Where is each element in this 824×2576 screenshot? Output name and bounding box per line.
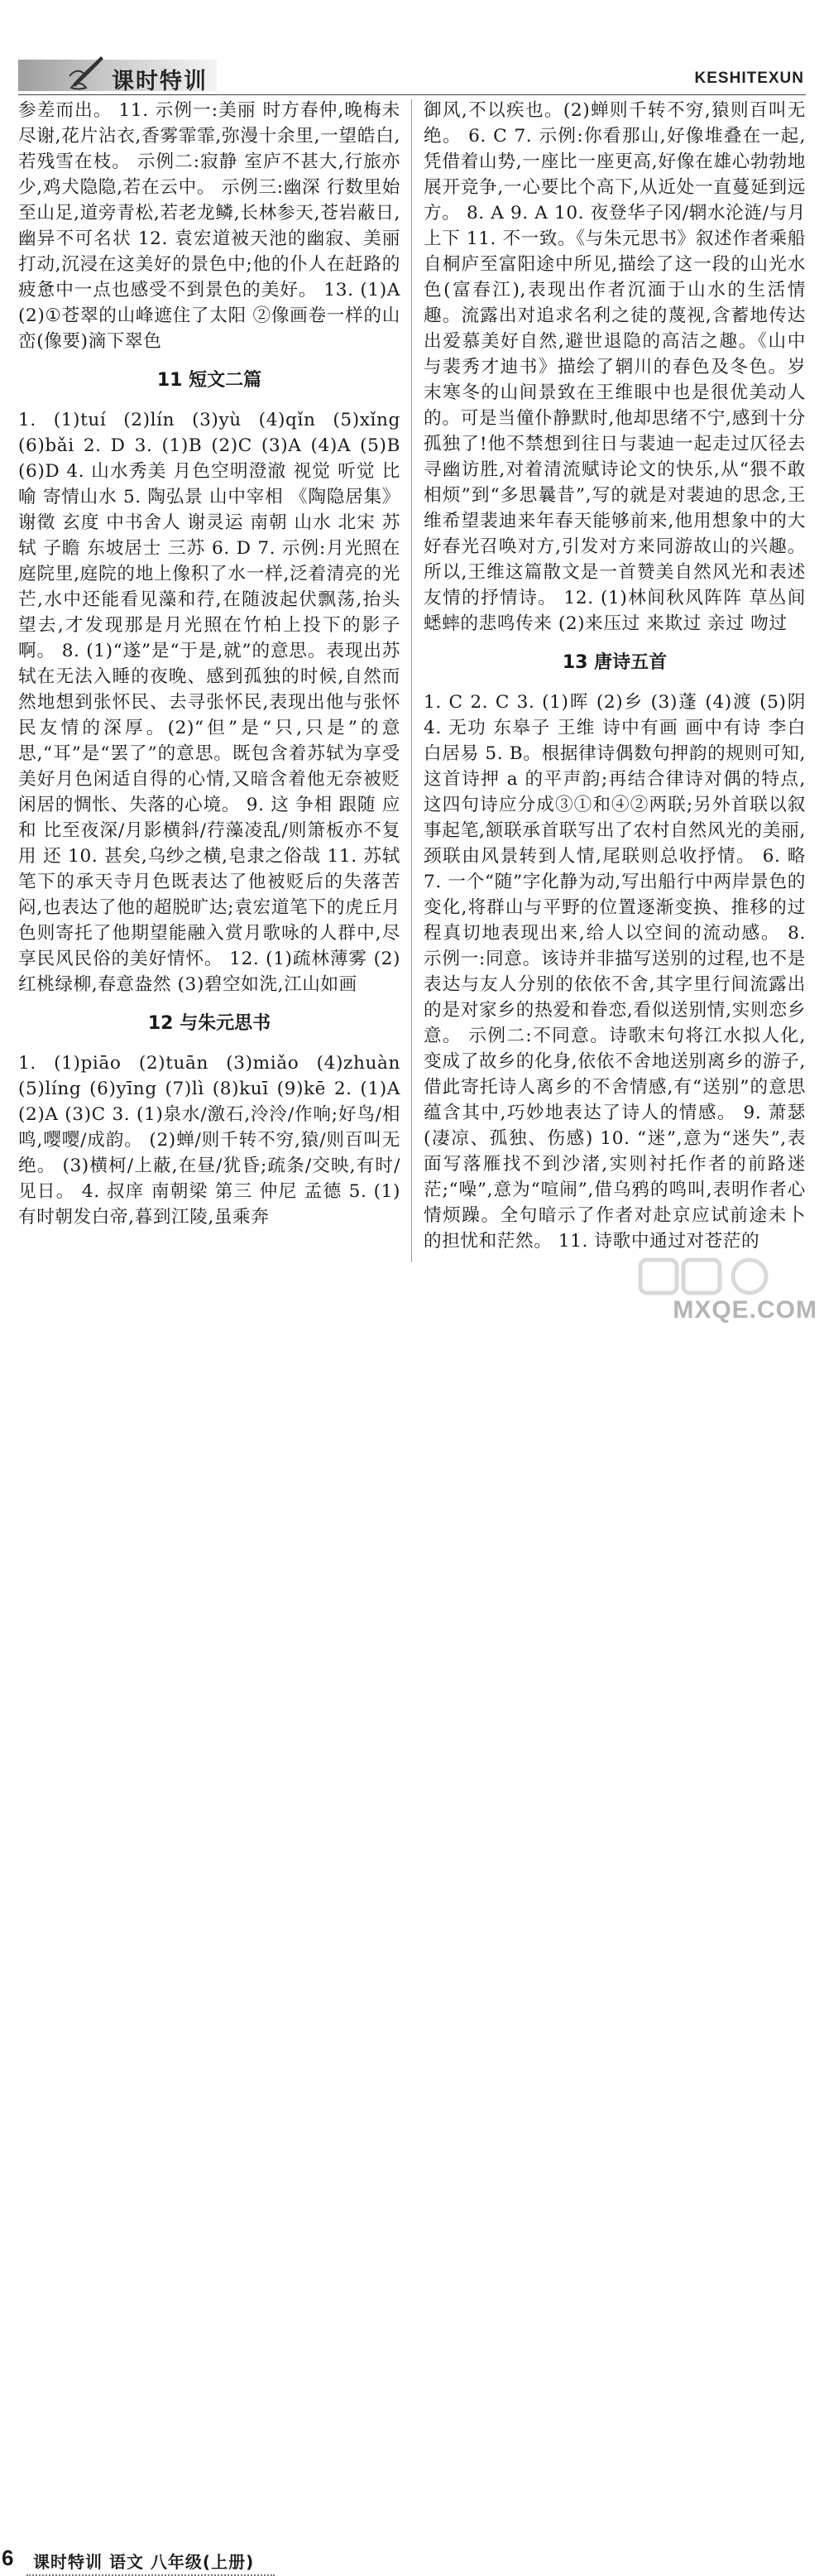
answer-paragraph: 御风,不以疾也。(2)蝉则千转不穷,猿则百叫无绝。 6. C 7. 示例:你看那山,好像堆叠在一起,凭借着山势,一座比一座更高,好像在雄心勃勃地展开竞争,一心要比个高下,从近处一直蔓延到远方。 8. A 9. A 10. 夜登华子冈/辋水沦涟/与月上下 11. 不一致。《与朱元思书》叙述作者乘船自桐庐至富阳途中所见,描绘了这一段的山光水色(富春江),表现出作者沉湎于山水的生活情趣。流露出对追求名利之徒的蔑视,含蓄地传达出爱慕美好自然,避世退隐的高洁之趣。《山中与裴秀才迪书》描绘了辋川的春色及冬色。岁末寒冬的山间景致在王维眼中也是很优美动人的。可是当僮仆静默时,他却思绪不宁,感到十分孤独了!他不禁想到往日与裴迪一起走过仄径去寻幽访胜,对着清流赋诗论文的快乐,从“猥不敢相烦”到“多思曩昔”,写的就是对裴迪的思念,王维希望裴迪来年春天能够前来,他用想象中的大好春光召唤对方,引发对方来同游故山的兴趣。所以,王维这篇散文是一首赞美自然风光和表述友情的抒情诗。 12. (1)林间秋风阵阵 草丛间蟋蟀的悲鸣传来 (2)来压过 来欺过 亲过 吻过 (424, 100, 806, 634)
right-column (424, 98, 812, 1265)
answer-paragraph: 参差而出。 11. 示例一:美丽 时方春仲,晚梅未尽谢,花片沾衣,香雾霏霏,弥漫十余里,一望皓白,若残雪在枝。 示例二:寂静 室庐不甚大,行旅亦少,鸡犬隐隐,若在云中。 示例三:幽深 行数里始至山足,道旁青松,若老龙鳞,长林参天,苍岩蔽日,幽异不可名状 12. 袁宏道被天池的幽寂、美丽打动,沉浸在这美好的景色中;他的仆人在赶路的疲惫中一点也感受不到景色的美好。 13. (1)A (2)①苍翠的山峰遮住了太阳 ②像画卷一样的山峦(像要)滴下翠色 (18, 100, 407, 352)
header-right-label: KESHITEXUN (694, 70, 804, 87)
header-rule (18, 94, 806, 95)
header-title: 课时特训 (112, 69, 208, 94)
column-divider (411, 99, 412, 1262)
footer-book-title: 课时特训 语文 八年级(上册) (33, 2552, 255, 2572)
answer-paragraph: 1. C 2. C 3. (1)晖 (2)乡 (3)蓬 (4)渡 (5)阴 4. 无功 东皋子 王维 诗中有画 画中有诗 李白 白居易 5. B。根据律诗偶数句押韵的规则可知,这首诗押 a 的平声韵;再结合律诗对偶的特点,这四句诗应分成③①和④②两联;另外首联以叙事起笔,颔联承首联写出了农村自然风光的美丽,颈联由风景转到人情,尾联则总收抒情。 6. 略 7. 一个“随”字化静为动,写出船行中两岸景色的变化,将群山与平野的位置逐渐变换、推移的过程真切地表现出来,给人以空间的流动感。 8. 示例一:同意。该诗并非描写送别的过程,也不是表达与友人分别的依依不舍,其字里行间流露出的是对家乡的热爱和眷恋,看似送别情,实则恋乡意。 示例二:不同意。诗歌末句将江水拟人化,变成了故乡的化身,依依不舍地送别离乡的游子,借此寄托诗人离乡的不舍情感,有“送别”的意思蕴含其中,巧妙地表达了诗人的情感。 9. 萧瑟(凄凉、孤独、伤感) 10. “迷”,意为“迷失”,表面写落雁找不到沙渚,实则衬托作者的前路迷茫;“噪”,意为“喧闹”,借乌鸦的鸣叫,表明作者心情烦躁。全句暗示了作者对赴京应试前途未卜的担忧和茫然。 11. 诗歌中通过对苍茫的 (424, 692, 812, 1252)
answer-paragraph: 1. (1)tuí (2)lín (3)yù (4)qǐn (5)xǐng (6)bǎi 2. D 3. (1)B (2)C (3)A (4)A (5)B (6)D 4. 山水秀美 月色空明澄澈 视觉 听觉 比喻 寄情山水 5. 陶弘景 山中宰相 《陶隐居集》 谢徵 玄度 中书舍人 谢灵运 南朝 山水 北宋 苏轼 子瞻 东坡居士 三苏 6. D 7. 示例:月光照在庭院里,庭院的地上像积了水一样,泛着清亮的光芒,水中还能看见藻和荇,在随波起伏飘荡,抬头望去,才发现那是月光照在竹柏上投下的影子啊。 8. (1)“遂”是“于是,就”的意思。表现出苏轼在无法入睡的夜晚、感到孤独的时候,自然而然地想到张怀民、去寻张怀民,表现出他与张怀民友情的深厚。(2)“但”是“只,只是”的意思,“耳”是“罢了”的意思。既包含着苏轼为享受美好月色闲适自得的心情,又暗含着他无奈被贬闲居的惆怅、失落的心境。 9. 这 争相 跟随 应和 比至夜深/月影横斜/荇藻凌乱/则箫板亦不复用 还 10. 甚矣,乌纱之横,皂隶之俗哉 11. 苏轼笔下的承天寺月色既表达了他被贬后的失落苦闷,也表达了他的超脱旷达;袁宏道笔下的虎丘月色则寄托了他期望能融入赏月歌咏的人群中,尽享民风民俗的美好情怀。 12. (1)疏林薄雾 (2)红桃绿柳,春意盎然 (3)碧空如洗,江山如画 (18, 410, 407, 995)
watermark-text: MXQE.COM (673, 1296, 817, 1324)
section-heading: 12 与朱元思书 (147, 1013, 271, 1034)
answer-paragraph: 1. (1)piāo (2)tuān (3)miǎo (4)zhuàn (5)líng (6)yīng (7)lì (8)kuī (9)kē 2. (1)A (2)A (3)C 3. (1)泉水/激石,泠泠/作响;好鸟/相鸣,嘤嘤/成韵。 (2)蝉/则千转不穷,猿/则百叫无绝。 (3)横柯/上蔽,在昼/犹昏;疏条/交映,有时/见日。 4. 叔庠 南朝梁 第三 仲尼 孟德 5. (1)有时朝发白帝,暮到江陵,虽乘奔 (18, 1053, 407, 1228)
page-number: 6 (2, 2545, 14, 2570)
section-heading: 13 唐诗五首 (562, 652, 668, 673)
section-heading: 11 短文二篇 (156, 370, 262, 391)
pen-hand-logo-icon (68, 51, 106, 93)
page-header (0, 0, 824, 98)
left-column (18, 98, 407, 1265)
